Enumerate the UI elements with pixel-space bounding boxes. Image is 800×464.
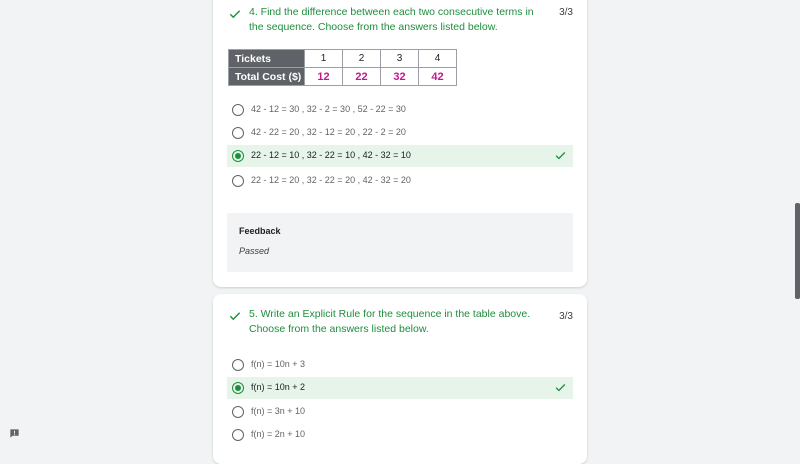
answer-option[interactable] bbox=[227, 99, 573, 121]
radio-button[interactable] bbox=[232, 429, 244, 441]
answer-option[interactable] bbox=[227, 401, 573, 423]
radio-button-checked[interactable] bbox=[232, 150, 244, 162]
question-title: 4. Find the difference between each two consecutive terms in the sequence. Choose from the answers listed below. bbox=[249, 6, 534, 33]
table-cell: 22 bbox=[343, 68, 381, 86]
answer-option-selected[interactable] bbox=[227, 377, 573, 399]
correct-answer-check-icon bbox=[554, 381, 567, 394]
radio-dot bbox=[235, 153, 241, 159]
radio-dot bbox=[235, 385, 241, 391]
answer-option[interactable] bbox=[227, 354, 573, 376]
radio-button[interactable] bbox=[232, 104, 244, 116]
option-label: 42 - 12 = 30 , 32 - 2 = 30 , 52 - 22 = 30 bbox=[251, 104, 406, 114]
option-label: 42 - 22 = 20 , 32 - 12 = 20 , 22 - 2 = 20 bbox=[251, 127, 406, 137]
table-row-label: Tickets bbox=[229, 50, 305, 68]
radio-button[interactable] bbox=[232, 127, 244, 139]
feedback-box bbox=[227, 213, 573, 272]
table-cell: 32 bbox=[381, 68, 419, 86]
answer-option[interactable] bbox=[227, 424, 573, 446]
table-cell: 12 bbox=[305, 68, 343, 86]
answer-option[interactable] bbox=[227, 170, 573, 192]
table-cell: 2 bbox=[343, 50, 381, 68]
table-cell: 4 bbox=[419, 50, 457, 68]
question-score: 3/3 bbox=[559, 7, 573, 18]
option-label: f(n) = 10n + 3 bbox=[251, 359, 306, 369]
table-cell: 3 bbox=[381, 50, 419, 68]
radio-button-checked[interactable] bbox=[232, 382, 244, 394]
option-label: f(n) = 3n + 10 bbox=[251, 406, 306, 416]
answer-option-selected[interactable] bbox=[227, 145, 573, 167]
correct-check-icon bbox=[228, 309, 242, 323]
page-scrollbar[interactable] bbox=[795, 203, 800, 299]
table-row-label: Total Cost ($) bbox=[229, 68, 305, 86]
question-score: 3/3 bbox=[559, 311, 573, 322]
answer-option[interactable] bbox=[227, 122, 573, 144]
table-row-cost bbox=[229, 68, 457, 86]
option-label: 22 - 12 = 10 , 32 - 22 = 10 , 42 - 32 = 10 bbox=[251, 150, 411, 160]
table-cell: 1 bbox=[305, 50, 343, 68]
feedback-text: Passed bbox=[239, 246, 270, 256]
correct-check-icon bbox=[228, 7, 242, 21]
option-label: f(n) = 2n + 10 bbox=[251, 429, 306, 439]
question-card-4 bbox=[213, 0, 587, 287]
chat-bubble-icon[interactable] bbox=[9, 428, 20, 439]
correct-answer-check-icon bbox=[554, 149, 567, 162]
radio-button[interactable] bbox=[232, 175, 244, 187]
sequence-table bbox=[228, 49, 457, 86]
feedback-title: Feedback bbox=[239, 226, 281, 236]
radio-button[interactable] bbox=[232, 359, 244, 371]
option-label: 22 - 12 = 20 , 32 - 22 = 20 , 42 - 32 = 20 bbox=[251, 175, 411, 185]
question-card-5 bbox=[213, 294, 587, 464]
option-label: f(n) = 10n + 2 bbox=[251, 382, 306, 392]
question-title: 5. Write an Explicit Rule for the sequence in the table above. Choose from the answers listed below. bbox=[249, 308, 531, 335]
radio-button[interactable] bbox=[232, 406, 244, 418]
table-cell: 42 bbox=[419, 68, 457, 86]
table-row-tickets bbox=[229, 50, 457, 68]
